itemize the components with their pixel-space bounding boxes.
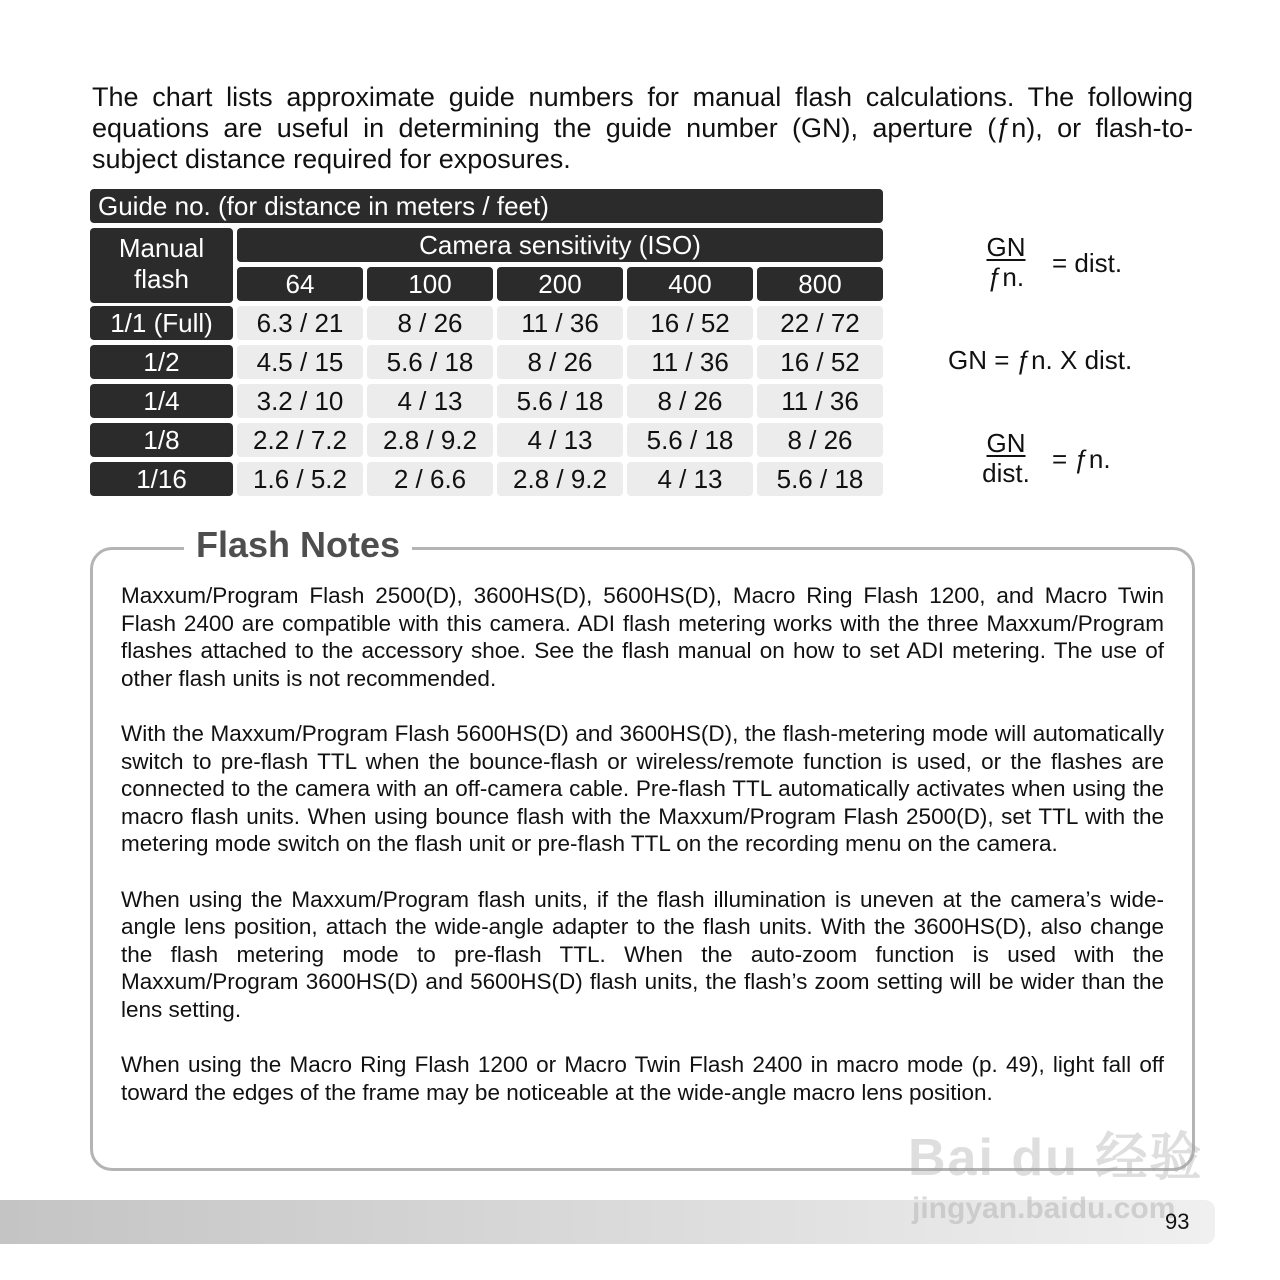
formula-distance-numerator: GN xyxy=(986,232,1026,262)
table-cell: 8 / 26 xyxy=(627,384,753,418)
table-cell: 16 / 52 xyxy=(627,306,753,340)
table-cell: 11 / 36 xyxy=(497,306,623,340)
table-cell: 2 / 6.6 xyxy=(367,462,493,496)
table-cell: 4 / 13 xyxy=(627,462,753,496)
table-cell: 1.6 / 5.2 xyxy=(237,462,363,496)
table-cell: 2.8 / 9.2 xyxy=(367,423,493,457)
formula-distance-result: = dist. xyxy=(1052,248,1123,278)
iso-header-200: 200 xyxy=(497,267,623,301)
table-cell: 11 / 36 xyxy=(757,384,883,418)
intro-paragraph: The chart lists approximate guide numbers for manual flash calculations. The following equations are useful in determining the guide number (GN), aperture (ƒn), or flash-to-subject distance required for exposures. xyxy=(92,82,1193,174)
formula-aperture-fraction xyxy=(972,428,1040,488)
table-title: Guide no. (for distance in meters / feet) xyxy=(90,189,883,223)
flash-notes-title: Flash Notes xyxy=(184,522,412,568)
formula-distance-fraction xyxy=(975,232,1037,292)
table-cell: 11 / 36 xyxy=(627,345,753,379)
table-cell: 4 / 13 xyxy=(367,384,493,418)
row-label-full: 1/1 (Full) xyxy=(90,306,233,340)
iso-header-100: 100 xyxy=(367,267,493,301)
flash-notes-body xyxy=(121,582,1164,1134)
row-label-eighth: 1/8 xyxy=(90,423,233,457)
iso-header-64: 64 xyxy=(237,267,363,301)
table-cell: 4 / 13 xyxy=(497,423,623,457)
camera-sensitivity-header: Camera sensitivity (ISO) xyxy=(237,228,883,262)
formula-distance-denominator: ƒn. xyxy=(987,262,1025,292)
table-cell: 2.2 / 7.2 xyxy=(237,423,363,457)
table-cell: 2.8 / 9.2 xyxy=(497,462,623,496)
note-paragraph: When using the Maxxum/Program flash units, if the flash illumination is uneven at the camera’s wide-angle lens position, attach the wide-angle adapter to the flash units. With the 3600HS(D), also change the flash metering mode to pre-flash TTL. When the auto-zoom function is used with the Maxxum/Program 3600HS(D) and 5600HS(D) flash units, the flash’s zoom setting will be wider than the lens setting. xyxy=(121,886,1164,1022)
row-label-sixteenth: 1/16 xyxy=(90,462,233,496)
page-number: 93 xyxy=(1165,1209,1190,1234)
table-cell: 4.5 / 15 xyxy=(237,345,363,379)
manual-flash-header-line1: Manual xyxy=(118,233,205,263)
table-cell: 8 / 26 xyxy=(757,423,883,457)
manual-flash-header xyxy=(90,228,233,303)
table-cell: 5.6 / 18 xyxy=(627,423,753,457)
table-cell: 8 / 26 xyxy=(367,306,493,340)
table-cell: 8 / 26 xyxy=(497,345,623,379)
manual-flash-header-line2: flash xyxy=(134,264,189,294)
note-paragraph: With the Maxxum/Program Flash 5600HS(D) and 3600HS(D), the flash-metering mode will automatically switch to pre-flash TTL when the bounce-flash or wireless/remote function is used, or the flashes are connected to the camera with an off-camera cable. Pre-flash TTL automatically activates when using the macro flash units. When using bounce flash with the Maxxum/Program Flash 2500(D), set TTL with the metering mode switch on the flash unit or pre-flash TTL on the recording menu on the camera. xyxy=(121,721,1164,856)
table-cell: 3.2 / 10 xyxy=(237,384,363,418)
table-cell: 5.6 / 18 xyxy=(497,384,623,418)
table-cell: 16 / 52 xyxy=(757,345,883,379)
row-label-quarter: 1/4 xyxy=(90,384,233,418)
iso-header-800: 800 xyxy=(757,267,883,301)
watermark-url: jingyan.baidu.com xyxy=(912,1192,1176,1225)
note-paragraph: Maxxum/Program Flash 2500(D), 3600HS(D), 5600HS(D), Macro Ring Flash 1200, and Macro Twin Flash 2400 are compatible with this camera. ADI flash metering works with the three Maxxum/Program flashes attached to the accessory shoe. See the flash manual on how to set ADI metering. The use of other flash units is not recommended. xyxy=(121,583,1164,691)
table-cell: 6.3 / 21 xyxy=(237,306,363,340)
formula-aperture-numerator: GN xyxy=(986,428,1026,458)
table-cell: 5.6 / 18 xyxy=(367,345,493,379)
iso-header-400: 400 xyxy=(627,267,753,301)
formula-aperture-denominator: dist. xyxy=(982,458,1030,488)
row-label-half: 1/2 xyxy=(90,345,233,379)
table-cell: 5.6 / 18 xyxy=(757,462,883,496)
formula-guide-number: GN = ƒn. X dist. xyxy=(948,345,1133,375)
table-cell: 22 / 72 xyxy=(757,306,883,340)
formula-aperture-result: = ƒn. xyxy=(1052,444,1111,474)
watermark-logo: Bai du 经验 xyxy=(908,1129,1204,1187)
note-paragraph: When using the Macro Ring Flash 1200 or Macro Twin Flash 2400 in macro mode (p. 49), light fall off toward the edges of the frame may be noticeable at the wide-angle macro lens position. xyxy=(121,1052,1164,1105)
